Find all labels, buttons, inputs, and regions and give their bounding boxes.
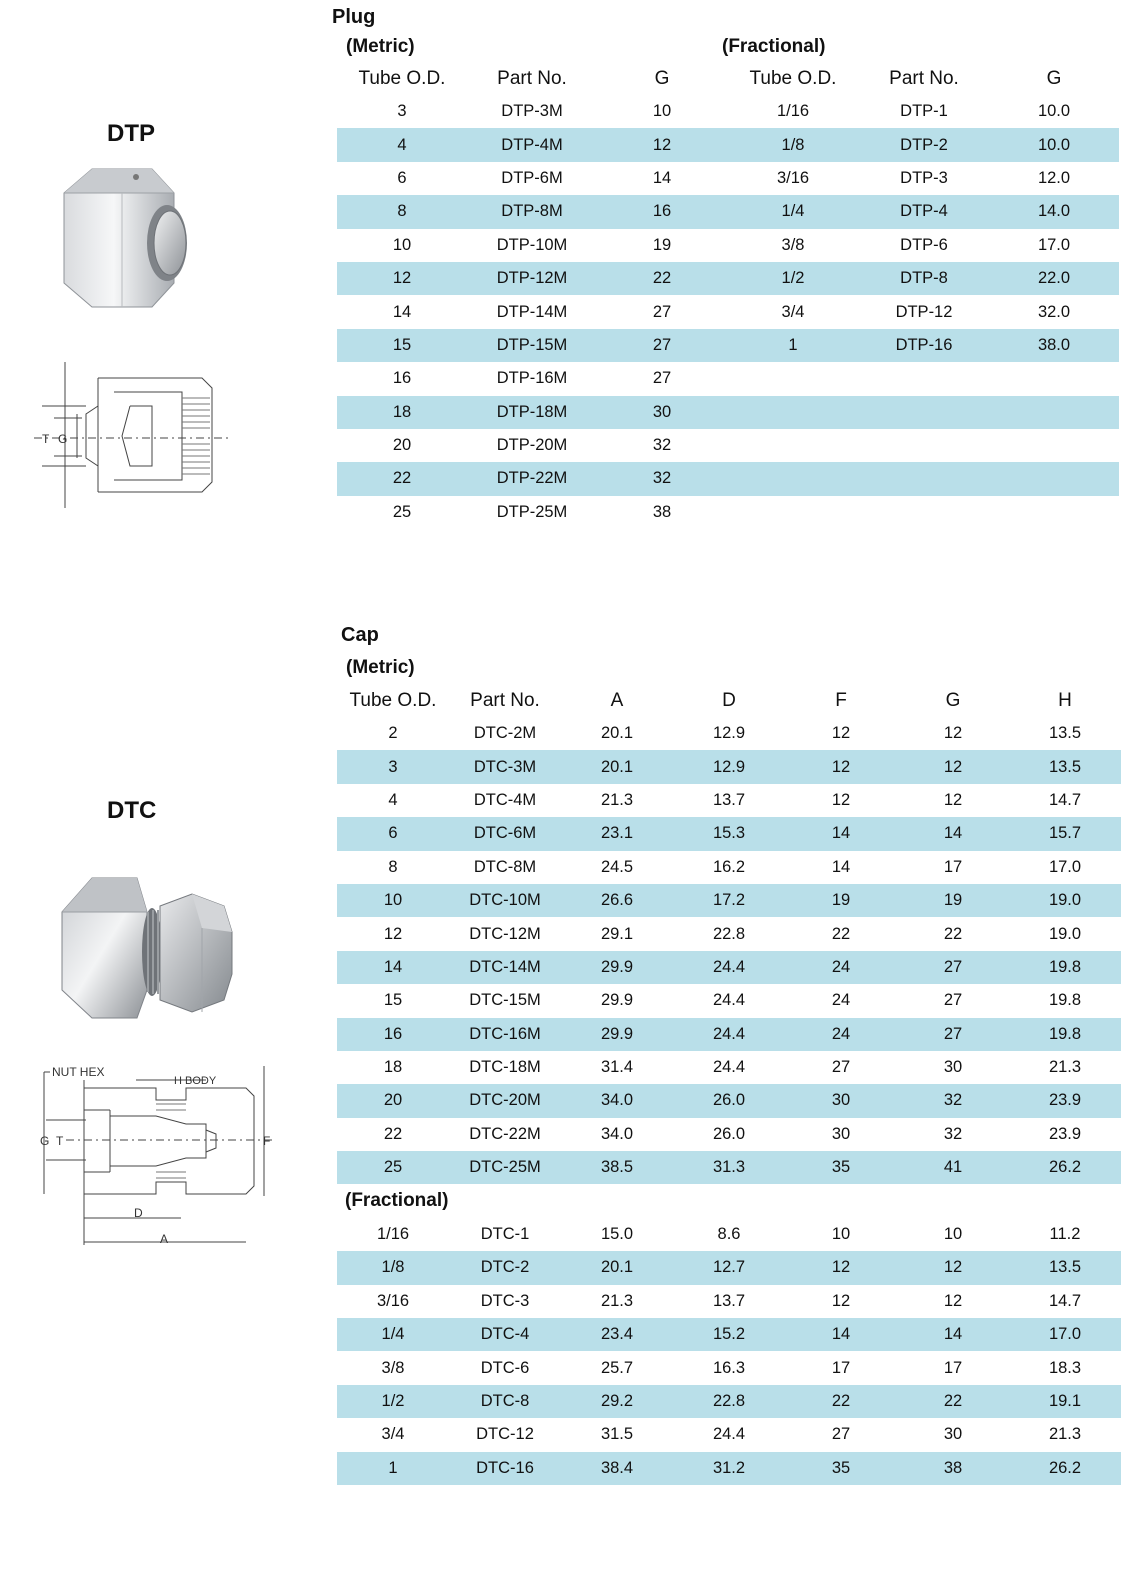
table-cell: 20: [337, 429, 467, 462]
table-cell: DTP-15M: [467, 329, 597, 362]
table-cell: DTC-18M: [449, 1051, 561, 1084]
table-cell: 15.0: [561, 1218, 673, 1251]
table-cell: 13.7: [673, 784, 785, 817]
table-cell: 34.0: [561, 1118, 673, 1151]
table-row: [337, 128, 1119, 161]
table-cell: 18.3: [1009, 1351, 1121, 1384]
table-cell: 14: [337, 295, 467, 328]
table-cell: 35: [785, 1151, 897, 1184]
table-cell: 30: [785, 1118, 897, 1151]
table-cell: 22: [337, 462, 467, 495]
table-cell: 6: [337, 817, 449, 850]
dtp-technical-drawing: [32, 358, 237, 513]
table-cell: 26.2: [1009, 1452, 1121, 1485]
table-cell: 23.9: [1009, 1118, 1121, 1151]
table-cell: DTP-6M: [467, 162, 597, 195]
cap-fractional-subheader-row: [337, 1184, 1121, 1217]
table-cell: 15.2: [673, 1318, 785, 1351]
cap-fractional-label: (Fractional): [337, 1184, 1121, 1217]
table-cell: 22: [897, 917, 1009, 950]
table-cell: 10: [785, 1218, 897, 1251]
table-cell: 27: [785, 1051, 897, 1084]
table-cell: 6: [337, 162, 467, 195]
table-cell: 10: [337, 229, 467, 262]
cap-header-a: A: [610, 689, 624, 711]
table-cell: DTP-8M: [467, 195, 597, 228]
table-row: [337, 1151, 1121, 1184]
table-cell: 16: [337, 362, 467, 395]
table-cell: 13.5: [1009, 750, 1121, 783]
table-row: [337, 851, 1121, 884]
table-cell: 10.0: [989, 95, 1119, 128]
table-cell: DTC-16M: [449, 1018, 561, 1051]
table-cell: DTP-14M: [467, 295, 597, 328]
table-cell: 30: [597, 396, 727, 429]
table-cell: 26.0: [673, 1084, 785, 1117]
table-cell: DTC-6: [449, 1351, 561, 1384]
table-cell: 31.4: [561, 1051, 673, 1084]
table-cell: 38.5: [561, 1151, 673, 1184]
table-cell: 27: [597, 295, 727, 328]
table-cell: 38: [897, 1452, 1009, 1485]
table-cell: 24.4: [673, 984, 785, 1017]
table-cell: 21.3: [561, 1285, 673, 1318]
table-cell: 26.6: [561, 884, 673, 917]
table-row: [337, 1251, 1121, 1284]
table-cell: 12: [897, 1251, 1009, 1284]
table-cell: DTP-25M: [467, 496, 597, 529]
table-cell: 22.8: [673, 1385, 785, 1418]
table-cell: 22: [785, 917, 897, 950]
table-cell: 12: [597, 128, 727, 161]
table-cell: 23.1: [561, 817, 673, 850]
table-cell: 27: [597, 329, 727, 362]
table-cell: 4: [337, 128, 467, 161]
table-cell: 30: [785, 1084, 897, 1117]
cap-header-g: G: [945, 689, 961, 711]
dtp-product-photo: [52, 165, 187, 315]
table-row: [337, 329, 1119, 362]
table-cell: 38: [597, 496, 727, 529]
table-row: [337, 262, 1119, 295]
table-row: [337, 95, 1119, 128]
dtc-diagram-label-t: T: [56, 1134, 64, 1148]
table-cell: 3/16: [727, 162, 859, 195]
table-row: [337, 717, 1121, 750]
table-cell: 1/16: [727, 95, 859, 128]
table-cell: 14: [897, 1318, 1009, 1351]
table-row: [337, 884, 1121, 917]
table-cell: 14.7: [1009, 784, 1121, 817]
table-row: [337, 362, 1119, 395]
table-row: [337, 1285, 1121, 1318]
table-row: [337, 162, 1119, 195]
table-cell: 30: [897, 1051, 1009, 1084]
table-cell: DTP-4: [859, 195, 989, 228]
table-cell: 12.7: [673, 1251, 785, 1284]
cap-table: [337, 684, 1121, 1485]
table-row: [337, 229, 1119, 262]
table-cell: 12: [337, 262, 467, 295]
table-cell: 24.4: [673, 1018, 785, 1051]
dtc-diagram-label-h-body: H BODY: [174, 1075, 217, 1087]
table-cell: 3/4: [727, 295, 859, 328]
plug-table-header: [337, 62, 1119, 95]
table-row: [337, 1385, 1121, 1418]
table-cell: 14.7: [1009, 1285, 1121, 1318]
table-cell: 34.0: [561, 1084, 673, 1117]
table-row: [337, 917, 1121, 950]
dtc-code-label: DTC: [107, 797, 157, 824]
cap-header-part-no: Part No.: [470, 689, 540, 711]
table-cell: DTC-22M: [449, 1118, 561, 1151]
table-cell: DTC-25M: [449, 1151, 561, 1184]
table-cell: DTC-1: [449, 1218, 561, 1251]
cap-header-f: F: [835, 689, 847, 711]
table-cell: 19.8: [1009, 984, 1121, 1017]
table-cell: 12: [897, 717, 1009, 750]
table-cell: 14.0: [989, 195, 1119, 228]
table-cell: 19.1: [1009, 1385, 1121, 1418]
table-cell: 19.0: [1009, 917, 1121, 950]
dtc-diagram-label-nut-hex: NUT HEX: [52, 1065, 105, 1079]
table-row: [337, 1452, 1121, 1485]
table-cell: DTP-2: [859, 128, 989, 161]
dtp-code-label: DTP: [107, 120, 155, 147]
table-cell: 20.1: [561, 717, 673, 750]
table-cell: DTC-12M: [449, 917, 561, 950]
table-cell: DTC-3: [449, 1285, 561, 1318]
table-cell: DTC-4: [449, 1318, 561, 1351]
table-cell: DTP-3: [859, 162, 989, 195]
table-row: [337, 496, 1119, 529]
table-row: [337, 1351, 1121, 1384]
table-cell: 13.5: [1009, 717, 1121, 750]
plug-header-fractional-g: G: [1046, 67, 1062, 89]
table-row: [337, 750, 1121, 783]
table-cell: 31.3: [673, 1151, 785, 1184]
table-cell: 38.0: [989, 329, 1119, 362]
table-cell: 27: [897, 984, 1009, 1017]
table-cell: 29.9: [561, 1018, 673, 1051]
table-cell: 23.9: [1009, 1084, 1121, 1117]
table-cell: 11.2: [1009, 1218, 1121, 1251]
table-cell: 27: [785, 1418, 897, 1451]
cap-metric-label: (Metric): [346, 657, 415, 678]
table-cell: 24.5: [561, 851, 673, 884]
table-cell: 12: [785, 1251, 897, 1284]
table-cell: 22.8: [673, 917, 785, 950]
plug-header-metric-part-no: Part No.: [497, 67, 567, 89]
table-cell: 22: [337, 1118, 449, 1151]
table-cell: 17.0: [989, 229, 1119, 262]
table-cell: 14: [785, 817, 897, 850]
table-row: [337, 817, 1121, 850]
table-row: [337, 1051, 1121, 1084]
table-cell: 20: [337, 1084, 449, 1117]
table-row: [337, 429, 1119, 462]
table-cell: DTP-16: [859, 329, 989, 362]
table-cell: 23.4: [561, 1318, 673, 1351]
table-cell: 35: [785, 1452, 897, 1485]
table-cell: 1/8: [727, 128, 859, 161]
table-cell: 1: [337, 1452, 449, 1485]
table-cell: 26.0: [673, 1118, 785, 1151]
table-row: [337, 784, 1121, 817]
table-cell: 32: [597, 429, 727, 462]
table-cell: 27: [597, 362, 727, 395]
table-cell: 8.6: [673, 1218, 785, 1251]
table-row: [337, 1118, 1121, 1151]
table-row: [337, 295, 1119, 328]
plug-table: [337, 62, 1119, 529]
cap-header-h: H: [1058, 689, 1072, 711]
table-cell: 24: [785, 951, 897, 984]
table-cell: 31.2: [673, 1452, 785, 1485]
table-cell: 24: [785, 984, 897, 1017]
table-cell: 12.9: [673, 750, 785, 783]
dtc-technical-drawing: [36, 1060, 276, 1252]
table-cell: 32: [897, 1084, 1009, 1117]
table-cell: DTP-8: [859, 262, 989, 295]
table-cell: 2: [337, 717, 449, 750]
table-cell: DTP-10M: [467, 229, 597, 262]
table-cell: 24.4: [673, 1418, 785, 1451]
table-cell: 16.2: [673, 851, 785, 884]
table-cell: 21.3: [1009, 1418, 1121, 1451]
table-cell: 1/4: [727, 195, 859, 228]
table-cell: DTP-4M: [467, 128, 597, 161]
table-cell: 3/8: [337, 1351, 449, 1384]
table-cell: 31.5: [561, 1418, 673, 1451]
table-cell: DTC-15M: [449, 984, 561, 1017]
table-cell: 13.5: [1009, 1251, 1121, 1284]
table-cell: 12: [897, 1285, 1009, 1318]
table-cell: 10.0: [989, 128, 1119, 161]
table-cell: 3: [337, 750, 449, 783]
table-cell: 29.9: [561, 951, 673, 984]
table-cell: 16: [597, 195, 727, 228]
table-cell: 1: [727, 329, 859, 362]
table-cell: 10: [897, 1218, 1009, 1251]
table-cell: 17: [785, 1351, 897, 1384]
table-cell: 13.7: [673, 1285, 785, 1318]
dtc-product-photo: [52, 872, 237, 1024]
table-cell: 17.2: [673, 884, 785, 917]
table-cell: 26.2: [1009, 1151, 1121, 1184]
table-cell: DTP-12: [859, 295, 989, 328]
table-row: [337, 1018, 1121, 1051]
plug-header-metric-tube-od: Tube O.D.: [358, 67, 446, 89]
table-cell: DTC-2: [449, 1251, 561, 1284]
table-cell: 1/16: [337, 1218, 449, 1251]
table-cell: 12.0: [989, 162, 1119, 195]
table-cell: 17.0: [1009, 1318, 1121, 1351]
table-cell: 32: [597, 462, 727, 495]
table-cell: DTP-1: [859, 95, 989, 128]
table-cell: DTP-3M: [467, 95, 597, 128]
table-cell: DTP-18M: [467, 396, 597, 429]
cap-table-header: [337, 684, 1121, 717]
table-cell: 14: [597, 162, 727, 195]
table-cell: DTC-12: [449, 1418, 561, 1451]
table-cell: DTP-16M: [467, 362, 597, 395]
table-cell: DTC-2M: [449, 717, 561, 750]
plug-header-fractional-tube-od: Tube O.D.: [749, 67, 837, 89]
table-cell: DTC-10M: [449, 884, 561, 917]
table-cell: 10: [597, 95, 727, 128]
plug-header-fractional-part-no: Part No.: [889, 67, 959, 89]
table-row: [337, 951, 1121, 984]
table-row: [337, 462, 1119, 495]
plug-metric-label: (Metric): [346, 36, 415, 57]
table-cell: 3/4: [337, 1418, 449, 1451]
table-cell: 1/2: [337, 1385, 449, 1418]
cap-section-title: Cap: [341, 624, 379, 646]
table-cell: 19.0: [1009, 884, 1121, 917]
table-cell: 24.4: [673, 1051, 785, 1084]
table-cell: 19.8: [1009, 951, 1121, 984]
table-cell: DTC-14M: [449, 951, 561, 984]
table-cell: 29.1: [561, 917, 673, 950]
table-cell: 19.8: [1009, 1018, 1121, 1051]
table-cell: 12.9: [673, 717, 785, 750]
table-cell: 22: [785, 1385, 897, 1418]
cap-header-d: D: [722, 689, 736, 711]
table-cell: 20.1: [561, 750, 673, 783]
table-cell: 15.3: [673, 817, 785, 850]
plug-fractional-label: (Fractional): [722, 36, 826, 57]
table-cell: DTC-6M: [449, 817, 561, 850]
cap-header-tube-od: Tube O.D.: [349, 689, 437, 711]
table-cell: 3: [337, 95, 467, 128]
table-cell: 16: [337, 1018, 449, 1051]
table-cell: 8: [337, 195, 467, 228]
table-row: [337, 1218, 1121, 1251]
table-cell: DTP-22M: [467, 462, 597, 495]
table-cell: 12: [785, 784, 897, 817]
table-cell: 14: [785, 1318, 897, 1351]
table-cell: 12: [785, 717, 897, 750]
table-cell: 14: [785, 851, 897, 884]
table-cell: 15.7: [1009, 817, 1121, 850]
table-row: [337, 984, 1121, 1017]
table-cell: 12: [337, 917, 449, 950]
table-cell: 24: [785, 1018, 897, 1051]
table-cell: 22.0: [989, 262, 1119, 295]
table-cell: 25: [337, 496, 467, 529]
dtc-diagram-label-a: A: [160, 1232, 169, 1246]
table-cell: 12: [897, 750, 1009, 783]
table-cell: DTP-20M: [467, 429, 597, 462]
dtp-diagram-label-g: G: [58, 432, 68, 446]
table-cell: 32.0: [989, 295, 1119, 328]
plug-header-metric-g: G: [654, 67, 670, 89]
table-cell: 25: [337, 1151, 449, 1184]
table-cell: 18: [337, 1051, 449, 1084]
table-cell: DTC-3M: [449, 750, 561, 783]
table-cell: 8: [337, 851, 449, 884]
table-cell: DTC-16: [449, 1452, 561, 1485]
table-cell: 32: [897, 1118, 1009, 1151]
table-cell: 24.4: [673, 951, 785, 984]
table-cell: 12: [785, 1285, 897, 1318]
table-cell: 17: [897, 1351, 1009, 1384]
dtc-diagram-label-g: G: [40, 1134, 50, 1148]
table-cell: 4: [337, 784, 449, 817]
table-cell: DTP-12M: [467, 262, 597, 295]
table-cell: 17: [897, 851, 1009, 884]
table-cell: 1/2: [727, 262, 859, 295]
table-cell: DTC-4M: [449, 784, 561, 817]
table-cell: 29.9: [561, 984, 673, 1017]
table-cell: 25.7: [561, 1351, 673, 1384]
table-cell: 12: [897, 784, 1009, 817]
table-row: [337, 396, 1119, 429]
table-cell: 12: [785, 750, 897, 783]
table-cell: 14: [337, 951, 449, 984]
table-cell: 19: [785, 884, 897, 917]
table-row: [337, 1084, 1121, 1117]
table-cell: 20.1: [561, 1251, 673, 1284]
table-cell: DTC-8: [449, 1385, 561, 1418]
table-cell: 18: [337, 396, 467, 429]
table-cell: 16.3: [673, 1351, 785, 1384]
table-row: [337, 195, 1119, 228]
table-cell: 1/4: [337, 1318, 449, 1351]
table-cell: 3/8: [727, 229, 859, 262]
table-cell: 15: [337, 329, 467, 362]
table-cell: 30: [897, 1418, 1009, 1451]
table-cell: 22: [597, 262, 727, 295]
table-cell: 3/16: [337, 1285, 449, 1318]
table-cell: 10: [337, 884, 449, 917]
dtc-diagram-label-f: F: [263, 1134, 271, 1148]
table-cell: 21.3: [1009, 1051, 1121, 1084]
table-cell: 17.0: [1009, 851, 1121, 884]
table-cell: DTC-20M: [449, 1084, 561, 1117]
table-cell: 27: [897, 951, 1009, 984]
dtc-diagram-label-d: D: [134, 1206, 143, 1220]
table-cell: 19: [597, 229, 727, 262]
table-row: [337, 1418, 1121, 1451]
table-cell: 21.3: [561, 784, 673, 817]
table-cell: 1/8: [337, 1251, 449, 1284]
table-cell: 29.2: [561, 1385, 673, 1418]
table-cell: DTC-8M: [449, 851, 561, 884]
plug-section-title: Plug: [332, 6, 376, 28]
table-cell: 27: [897, 1018, 1009, 1051]
table-cell: 38.4: [561, 1452, 673, 1485]
table-cell: 15: [337, 984, 449, 1017]
table-cell: 19: [897, 884, 1009, 917]
table-cell: DTP-6: [859, 229, 989, 262]
table-row: [337, 1318, 1121, 1351]
table-cell: 41: [897, 1151, 1009, 1184]
dtp-diagram-label-t: T: [42, 432, 50, 446]
table-cell: 22: [897, 1385, 1009, 1418]
table-cell: 14: [897, 817, 1009, 850]
